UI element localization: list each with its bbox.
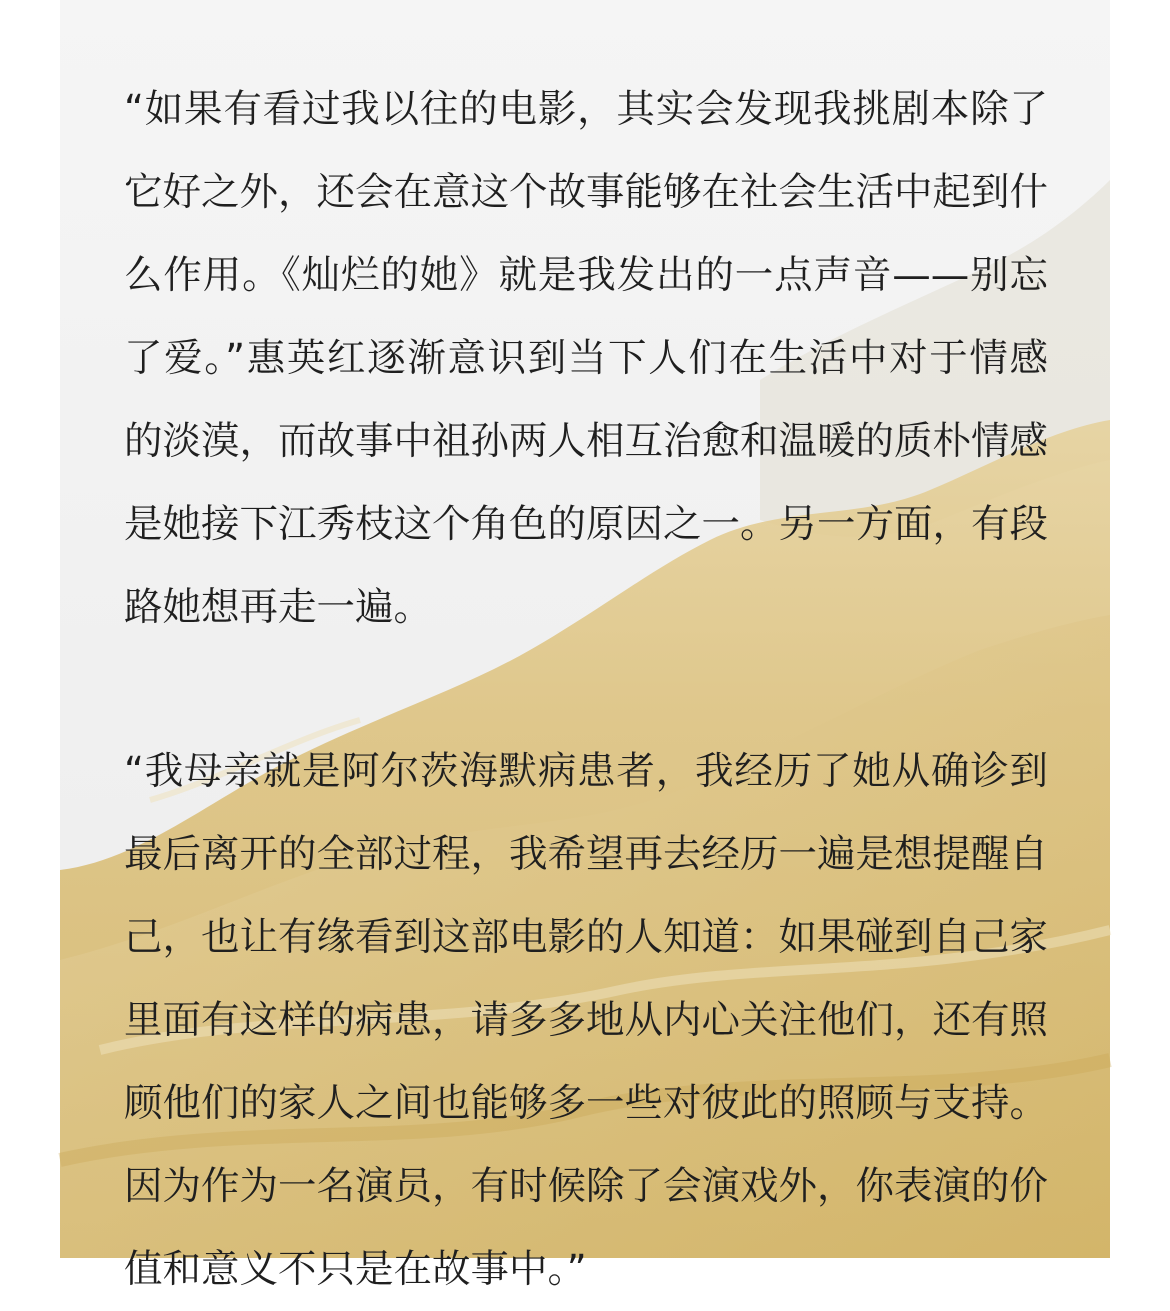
article-panel	[60, 0, 1110, 1292]
paragraph-2: “我母亲就是阿尔茨海默病患者，我经历了她从确诊到最后离开的全部过程，我希望再去经历一遍是想提醒自己，也让有缘看到这部电影的人知道：如果碰到自己家里面有这样的病患，请多多地从内心关注他们，还有照顾他们的家人之间也能够多一些对彼此的照顾与支持。因为作为一名演员，有时候除了会演戏外，你表演的价值和意义不只是在故事中。”	[124, 749, 1049, 1292]
paragraph-1: “如果有看过我以往的电影，其实会发现我挑剧本除了它好之外，还会在意这个故事能够在社会生活中起到什么作用。《灿烂的她》就是我发出的一点声音——别忘了爱。”惠英红逐渐意识到当下人们在生活中对于情感的淡漠，而故事中祖孙两人相互治愈和温暖的质朴情感是她接下江秀枝这个角色的原因之一。另一方面，有段路她想再走一遍。	[124, 87, 1049, 630]
